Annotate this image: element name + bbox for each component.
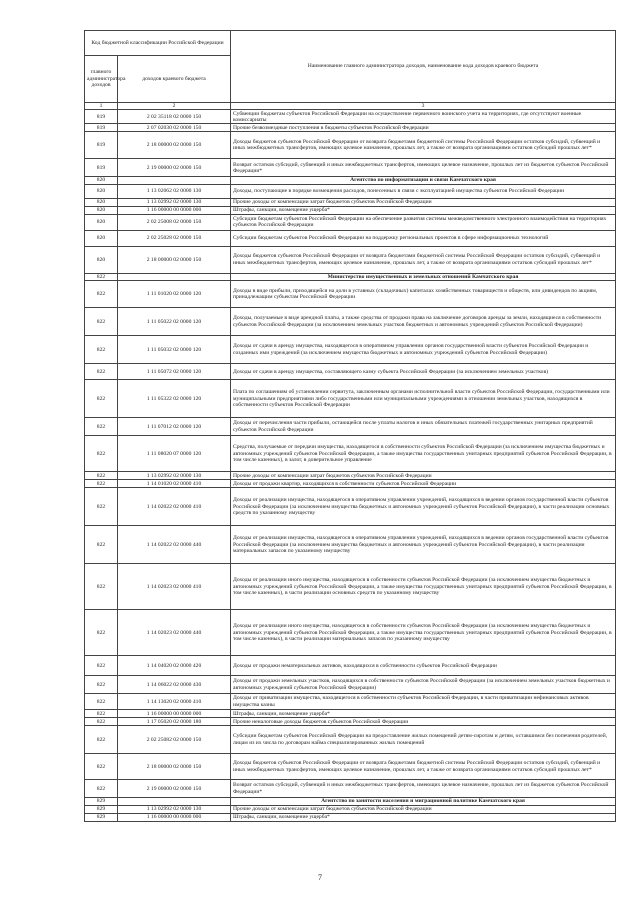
revenue-name-cell: Доходы от реализации имущества, находящегося в оперативном управлении учреждений, находящихся в ведении органов государственной власти субъектов Российской Федерации (за исключением имущества бюджетных и автономных учреждений субъектов Российской Федерации), в части реализации материальных запасов по указанному имуществу [231, 526, 616, 564]
admin-code-cell: 822 [85, 526, 118, 564]
revenue-code-cell: 2 18 00000 02 0000 150 [118, 754, 231, 780]
revenue-name-cell: Доходы от реализации иного имущества, находящегося в собственности субъектов Российской Федерации (за исключением имущества бюджетных и автономных учреждений субъектов Российской Федерации, а также имущества государственных унитарных предприятий субъектов Российской Федерации, в том числе казенных), в части реализации основных средств по указанному имуществу [231, 564, 616, 610]
revenue-name-cell: Средства, получаемые от передачи имущества, находящегося в собственности субъектов Российской Федерации (за исключением имущества бюджетных и автономных учреждений субъектов Российской Федерации, а также имущества государственных унитарных предприятий субъектов Российской Федерации, в том числе казенных), в залог, в доверительное управление [231, 436, 616, 472]
table-row [85, 380, 616, 418]
revenue-code-cell: 2 19 00000 02 0000 150 [118, 780, 231, 798]
admin-code-cell: 822 [85, 718, 118, 726]
agency-row [85, 177, 616, 184]
table-row [85, 676, 616, 694]
revenue-code-cell [118, 273, 231, 280]
admin-code-cell: 820 [85, 246, 118, 273]
revenue-name-cell: Министерство имущественных и земельных отношений Камчатского края [231, 273, 616, 280]
admin-code-cell: 822 [85, 436, 118, 472]
revenue-name-cell: Субсидии бюджетам субъектов Российской Федерации на поддержку региональных проектов в сфере информационных технологий [231, 230, 616, 246]
revenue-code-cell: 1 16 00000 00 0000 000 [118, 710, 231, 718]
table-row [85, 336, 616, 364]
agency-row [85, 798, 616, 805]
revenue-code-cell: 1 11 05032 02 0000 120 [118, 336, 231, 364]
revenue-name-cell: Штрафы, санкции, возмещение ущерба* [231, 206, 616, 214]
table-row [85, 754, 616, 780]
revenue-code-cell: 1 16 00000 00 0000 000 [118, 813, 231, 821]
revenue-classification-table [84, 30, 616, 822]
revenue-name-cell: Субсидии бюджетам субъектов Российской Федерации на обеспечение развития системы межведомственного электронного взаимодействия на территориях субъектов Российской Федерации [231, 214, 616, 230]
agency-row [85, 273, 616, 280]
table-row [85, 718, 616, 726]
revenue-code-cell: 2 19 00000 02 0000 150 [118, 159, 231, 177]
admin-code-cell: 822 [85, 336, 118, 364]
table-row [85, 364, 616, 380]
revenue-name-cell: Доходы бюджетов субъектов Российской Федерации от возврата бюджетами бюджетной системы Российской Федерации остатков субсидий, субвенций и иных межбюджетных трансфертов, имеющих целевое назначение, прошлых лет, а также от возврата организациями остатков субсидий прошлых лет* [231, 246, 616, 273]
table-row [85, 159, 616, 177]
revenue-code-cell: 1 14 02022 02 0000 410 [118, 488, 231, 526]
table-row [85, 805, 616, 813]
revenue-name-cell: Возврат остатков субсидий, субвенций и иных межбюджетных трансфертов, имеющих целевое назначение, прошлых лет из бюджетов субъектов Российской Федерации* [231, 780, 616, 798]
revenue-code-cell: 2 02 35118 02 0000 150 [118, 110, 231, 124]
admin-code-cell: 822 [85, 676, 118, 694]
admin-code-cell: 819 [85, 110, 118, 124]
revenue-name-cell: Прочие доходы от компенсации затрат бюджетов субъектов Российской Федерации [231, 805, 616, 813]
revenue-code-cell [118, 798, 231, 805]
revenue-name-cell: Доходы от сдачи в аренду имущества, находящегося в оперативном управлении органов государственной власти субъектов Российской Федерации и созданных ими учреждений (за исключением имущества бюджетных и автономных учреждений субъектов Российской Федерации) [231, 336, 616, 364]
revenue-code-cell: 1 11 05022 02 0000 120 [118, 308, 231, 336]
header-group-classification: Код бюджетной классификации Российской Федерации [85, 31, 231, 56]
header-admin-column: главного администратора доходов [85, 56, 118, 103]
table-row [85, 488, 616, 526]
table-row [85, 710, 616, 718]
revenue-code-cell: 1 14 06022 02 0000 430 [118, 676, 231, 694]
admin-code-cell: 822 [85, 488, 118, 526]
table-row [85, 308, 616, 336]
admin-code-cell: 820 [85, 206, 118, 214]
table-row [85, 281, 616, 308]
table-row [85, 206, 616, 214]
revenue-code-cell: 1 11 01020 02 0000 120 [118, 281, 231, 308]
revenue-name-cell: Доходы, получаемые в виде арендной платы, а также средства от продажи права на заключение договоров аренды за земли, находящиеся в собственности субъектов Российской Федерации (за исключением земельных участков бюджетных и автономных учреждений субъектов Российской Федерации) [231, 308, 616, 336]
table-header-row [85, 31, 616, 56]
admin-code-cell: 822 [85, 364, 118, 380]
revenue-name-cell: Доходы от реализации имущества, находящегося в оперативном управлении учреждений, находящихся в ведении органов государственной власти субъектов Российской Федерации (за исключением имущества бюджетных и автономных учреждений субъектов Российской Федерации), в части реализации основных средств по указанному имуществу [231, 488, 616, 526]
revenue-name-cell: Доходы в виде прибыли, приходящейся на доли в уставных (складочных) капиталах хозяйственных товариществ и обществ, или дивидендов по акциям, принадлежащим субъектам Российской Федерации [231, 281, 616, 308]
table-row [85, 480, 616, 488]
revenue-code-cell: 2 18 00000 02 0000 150 [118, 246, 231, 273]
revenue-name-cell: Прочие неналоговые доходы бюджетов субъектов Российской Федерации [231, 718, 616, 726]
revenue-code-cell: 1 11 08020 07 0000 120 [118, 436, 231, 472]
revenue-name-cell: Доходы от приватизации имущества, находящегося в собственности субъектов Российской Федерации, в части приватизации нефинансовых активов имущества казны [231, 694, 616, 710]
revenue-name-cell: Доходы от сдачи в аренду имущества, составляющего казну субъекта Российской Федерации (за исключением земельных участков) [231, 364, 616, 380]
admin-code-cell: 820 [85, 230, 118, 246]
revenue-code-cell: 2 02 25008 02 0000 150 [118, 214, 231, 230]
table-row [85, 726, 616, 754]
revenue-name-cell: Прочие доходы от компенсации затрат бюджетов субъектов Российской Федерации [231, 198, 616, 206]
revenue-code-cell: 1 13 02992 02 0000 130 [118, 472, 231, 480]
revenue-code-cell: 1 14 02023 02 0000 410 [118, 564, 231, 610]
revenue-name-cell: Доходы от перечисления части прибыли, остающейся после уплаты налогов и иных обязательных платежей государственных унитарных предприятий субъектов Российской Федерации [231, 418, 616, 436]
admin-code-cell: 822 [85, 380, 118, 418]
header-name-column: Наименование главного администратора доходов, наименование кода доходов краевого бюджета [231, 31, 616, 103]
table-row [85, 124, 616, 132]
revenue-name-cell: Плата по соглашениям об установлении сервитута, заключенным органами исполнительной власти субъектов Российской Федерации, государственными или муниципальными предприятиями либо государственными или муниципальными учреждениями в отношении земельных участков, находящихся в собственности субъектов Российской Федерации [231, 380, 616, 418]
admin-code-cell: 822 [85, 710, 118, 718]
revenue-code-cell: 2 18 00000 02 0000 150 [118, 132, 231, 159]
table-row [85, 694, 616, 710]
column-numbers-row [85, 103, 616, 110]
admin-code-cell: 819 [85, 159, 118, 177]
revenue-name-cell: Доходы, поступающие в порядке возмещения расходов, понесенных в связи с эксплуатацией имущества субъектов Российской Федерации [231, 184, 616, 198]
revenue-name-cell: Штрафы, санкции, возмещение ущерба* [231, 710, 616, 718]
admin-code-cell: 822 [85, 726, 118, 754]
revenue-name-cell: Доходы от продажи квартир, находящихся в собственности субъектов Российской Федерации [231, 480, 616, 488]
revenue-name-cell: Агентство по занятости населения и миграционной политике Камчатского края [231, 798, 616, 805]
table-row [85, 418, 616, 436]
revenue-code-cell: 1 14 01020 02 0000 410 [118, 480, 231, 488]
table-row [85, 656, 616, 676]
revenue-code-cell: 1 14 04020 02 0000 420 [118, 656, 231, 676]
table-row [85, 436, 616, 472]
admin-code-cell: 819 [85, 132, 118, 159]
admin-code-cell: 822 [85, 564, 118, 610]
revenue-code-cell: 1 14 13020 02 0000 410 [118, 694, 231, 710]
revenue-code-cell: 1 14 02023 02 0000 440 [118, 610, 231, 656]
table-row [85, 610, 616, 656]
revenue-name-cell: Доходы от реализации иного имущества, находящегося в собственности субъектов Российской Федерации (за исключением имущества бюджетных и автономных учреждений субъектов Российской Федерации, а также имущества государственных унитарных предприятий субъектов Российской Федерации, в том числе казенных), в части реализации материальных запасов по указанному имуществу [231, 610, 616, 656]
table-row [85, 813, 616, 821]
table-body [85, 110, 616, 821]
revenue-name-cell: Возврат остатков субсидий, субвенций и иных межбюджетных трансфертов, имеющих целевое назначение, прошлых лет из бюджетов субъектов Российской Федерации* [231, 159, 616, 177]
admin-code-cell: 822 [85, 480, 118, 488]
header-code-column: доходов краевого бюджета [118, 56, 231, 103]
column-number-1: 1 [85, 103, 118, 110]
table-row [85, 198, 616, 206]
table-row [85, 214, 616, 230]
admin-code-cell: 822 [85, 273, 118, 280]
admin-code-cell: 822 [85, 418, 118, 436]
admin-code-cell: 822 [85, 694, 118, 710]
revenue-code-cell: 1 13 02062 02 0000 130 [118, 184, 231, 198]
table-row [85, 132, 616, 159]
revenue-code-cell [118, 177, 231, 184]
revenue-code-cell: 2 07 02030 02 0000 150 [118, 124, 231, 132]
table-row [85, 184, 616, 198]
table-row [85, 564, 616, 610]
revenue-code-cell: 1 14 02022 02 0000 440 [118, 526, 231, 564]
admin-code-cell: 820 [85, 184, 118, 198]
page-number: 7 [318, 873, 322, 882]
table-row [85, 230, 616, 246]
admin-code-cell: 820 [85, 214, 118, 230]
revenue-code-cell: 1 11 07012 02 0000 120 [118, 418, 231, 436]
admin-code-cell: 822 [85, 780, 118, 798]
admin-code-cell: 829 [85, 805, 118, 813]
revenue-name-cell: Субсидии бюджетам субъектов Российской Федерации на предоставление жилых помещений детям-сиротам и детям, оставшимся без попечения родителей, лицам из их числа по договорам найма специализированных жилых помещений [231, 726, 616, 754]
revenue-name-cell: Прочие доходы от компенсации затрат бюджетов субъектов Российской Федерации [231, 472, 616, 480]
revenue-code-cell: 1 16 00000 00 0000 000 [118, 206, 231, 214]
revenue-name-cell: Доходы от продажи нематериальных активов, находящихся в собственности субъектов Российской Федерации [231, 656, 616, 676]
admin-code-cell: 822 [85, 281, 118, 308]
column-number-3: 3 [231, 103, 616, 110]
revenue-name-cell: Субвенции бюджетам субъектов Российской Федерации на осуществление первичного воинского учета на территориях, где отсутствуют военные комиссариаты [231, 110, 616, 124]
admin-code-cell: 829 [85, 798, 118, 805]
revenue-name-cell: Прочие безвозмездные поступления в бюджеты субъектов Российской Федерации [231, 124, 616, 132]
admin-code-cell: 820 [85, 177, 118, 184]
revenue-code-cell: 2 02 25028 02 0000 150 [118, 230, 231, 246]
admin-code-cell: 822 [85, 610, 118, 656]
revenue-code-cell: 1 11 05072 02 0000 120 [118, 364, 231, 380]
admin-code-cell: 819 [85, 124, 118, 132]
table-row [85, 780, 616, 798]
revenue-name-cell: Агентство по информатизации и связи Камчатского края [231, 177, 616, 184]
admin-code-cell: 829 [85, 813, 118, 821]
revenue-name-cell: Доходы бюджетов субъектов Российской Федерации от возврата бюджетами бюджетной системы Российской Федерации остатков субсидий, субвенций и иных межбюджетных трансфертов, имеющих целевое назначение, прошлых лет, а также от возврата организациями остатков субсидий прошлых лет* [231, 132, 616, 159]
admin-code-cell: 820 [85, 198, 118, 206]
revenue-code-cell: 1 13 02992 02 0000 130 [118, 198, 231, 206]
table-row [85, 246, 616, 273]
admin-code-cell: 822 [85, 754, 118, 780]
table-row [85, 110, 616, 124]
admin-code-cell: 822 [85, 656, 118, 676]
revenue-name-cell: Штрафы, санкции, возмещение ущерба* [231, 813, 616, 821]
column-number-2: 2 [118, 103, 231, 110]
admin-code-cell: 822 [85, 308, 118, 336]
revenue-code-cell: 1 13 02992 02 0000 130 [118, 805, 231, 813]
revenue-name-cell: Доходы бюджетов субъектов Российской Федерации от возврата бюджетами бюджетной системы Российской Федерации остатков субсидий, субвенций и иных межбюджетных трансфертов, имеющих целевое назначение, прошлых лет, а также от возврата организациями остатков субсидий прошлых лет* [231, 754, 616, 780]
revenue-code-cell: 1 17 05020 02 0000 180 [118, 718, 231, 726]
admin-code-cell: 822 [85, 472, 118, 480]
table-row [85, 526, 616, 564]
revenue-code-cell: 1 11 05322 02 0000 120 [118, 380, 231, 418]
revenue-code-cell: 2 02 25082 02 0000 150 [118, 726, 231, 754]
table-row [85, 472, 616, 480]
revenue-name-cell: Доходы от продажи земельных участков, находящихся в собственности субъектов Российской Федерации (за исключением земельных участков бюджетных и автономных учреждений субъектов Российской Федерации) [231, 676, 616, 694]
